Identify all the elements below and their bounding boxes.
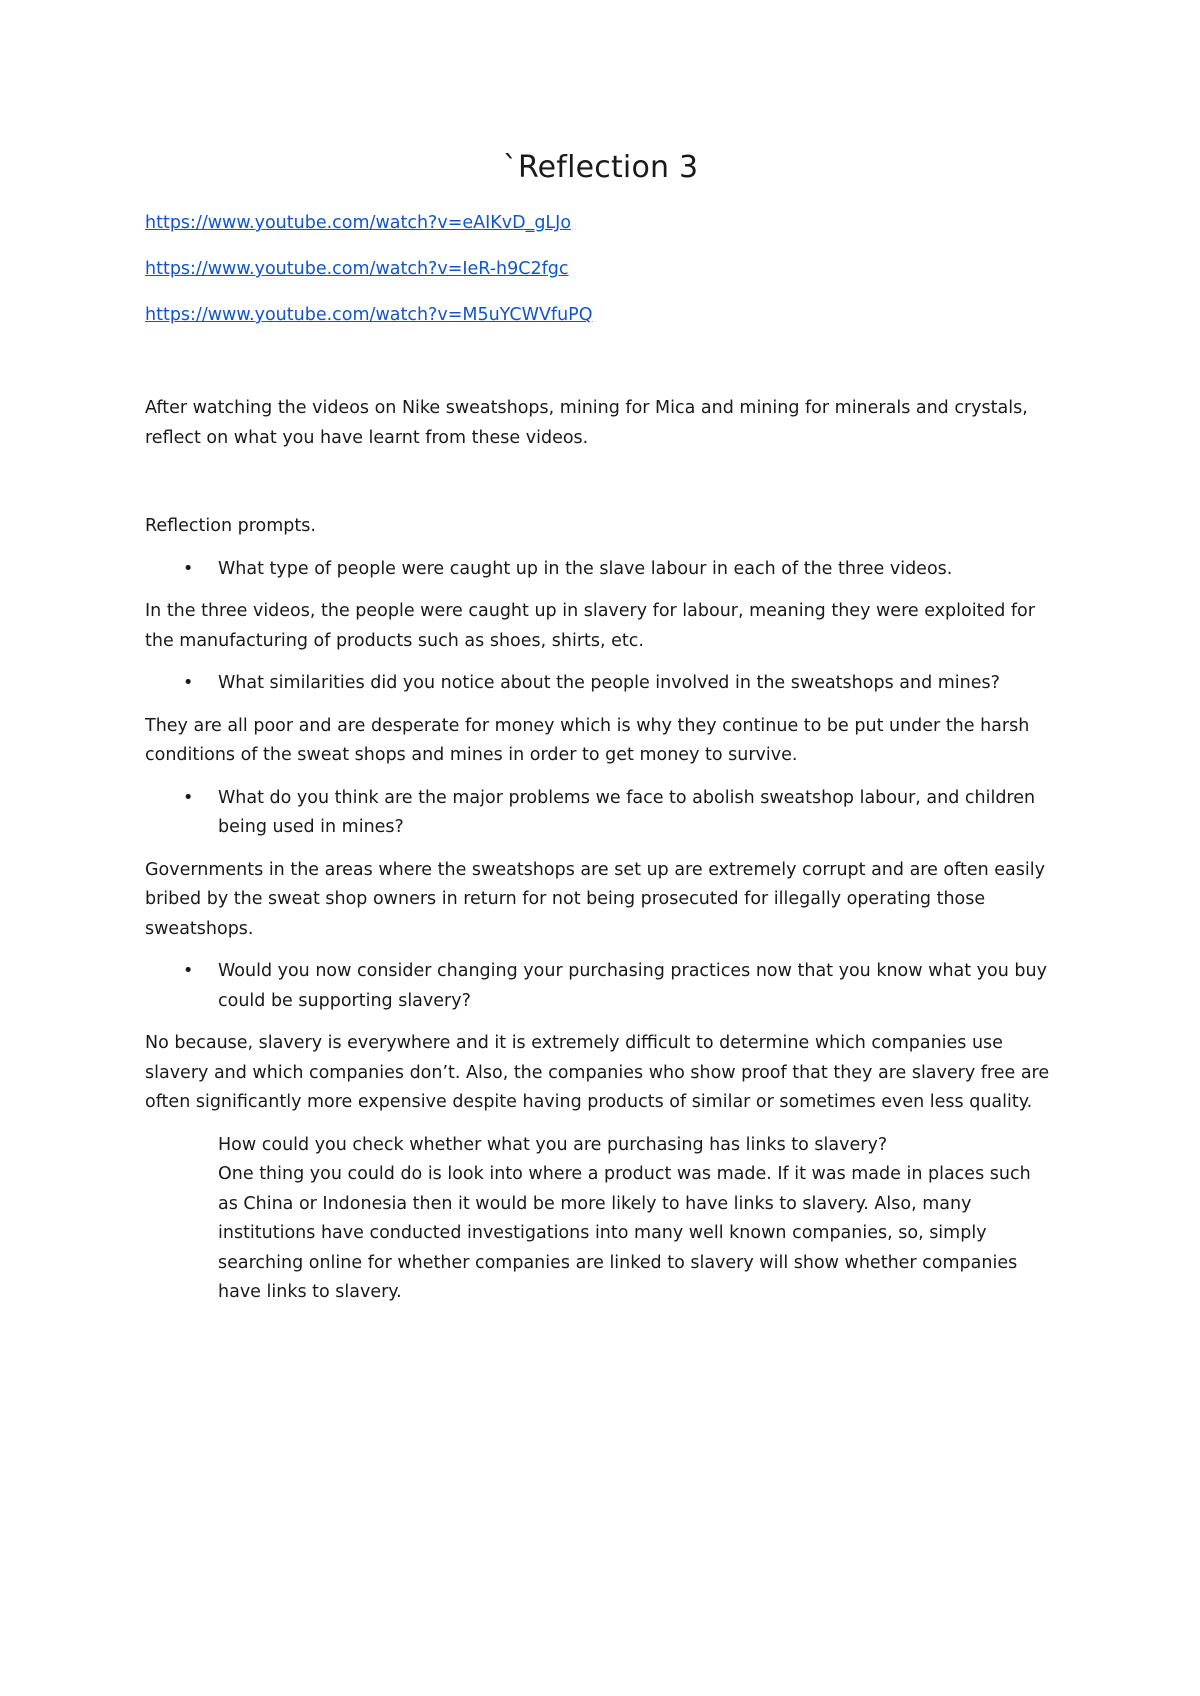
- question-text: Would you now consider changing your purchasing practices now that you know what you buy could be supporting slavery?: [218, 961, 1047, 1011]
- bullet-dot: •: [183, 558, 194, 579]
- prompt-question-2: [145, 669, 1056, 699]
- bullet-dot: •: [183, 673, 194, 693]
- video-link-3[interactable]: https://www.youtube.com/watch?v=M5uYCWVfuPQ: [145, 305, 593, 325]
- question-text: What similarities did you notice about the people involved in the sweatshops and mines?: [218, 673, 1000, 693]
- prompt-answer-2: They are all poor and are desperate for money which is why they continue to be put under the harsh conditions of the sweat shops and mines in order to get money to survive.: [145, 715, 1030, 765]
- video-links: [145, 210, 1056, 348]
- question-text: What type of people were caught up in the slave labour in each of the three videos.: [218, 558, 953, 579]
- prompt-answer-1: In the three videos, the people were caught up in slavery for labour, meaning they were exploited for the manufacturing of products such as shoes, shirts, etc.: [145, 601, 1035, 651]
- video-link-2[interactable]: https://www.youtube.com/watch?v=IeR-h9C2fgc: [145, 259, 569, 279]
- question-text: What do you think are the major problems we face to abolish sweatshop labour, and children being used in mines?: [218, 787, 1036, 837]
- prompts-heading: Reflection prompts.: [145, 516, 316, 536]
- bullet-dot: •: [183, 961, 194, 981]
- prompt-question-3: [145, 784, 1056, 843]
- intro-paragraph: After watching the videos on Nike sweatshops, mining for Mica and mining for minerals and crystals, reflect on what you have learnt from these videos.: [145, 398, 1028, 448]
- document-title: `Reflection 3: [502, 150, 699, 185]
- prompt-answer-4: No because, slavery is everywhere and it is extremely difficult to determine which companies use slavery and which companies don’t. Also, the companies who show proof that they are slavery free are often significantly more expensive despite having products of similar or sometimes even less quality.: [145, 1033, 1050, 1112]
- final-answer: One thing you could do is look into where a product was made. If it was made in places such as China or Indonesia then it would be more likely to have links to slavery. Also, many institutions have conducted investigations into many well known companies, so, simply searching online for whether companies are linked to slavery will show whether companies have links to slavery.: [218, 1164, 1031, 1302]
- prompt-question-4: [145, 957, 1056, 1016]
- prompt-question-1: [145, 555, 1056, 585]
- bullet-dot: •: [183, 787, 194, 808]
- video-link-1[interactable]: https://www.youtube.com/watch?v=eAIKvD_gLJo: [145, 213, 572, 233]
- prompt-answer-3: Governments in the areas where the sweatshops are set up are extremely corrupt and are often easily bribed by the sweat shop owners in return for not being prosecuted for illegally operating those sweatshops.: [145, 859, 1045, 939]
- final-question: How could you check whether what you are purchasing has links to slavery?: [218, 1134, 888, 1155]
